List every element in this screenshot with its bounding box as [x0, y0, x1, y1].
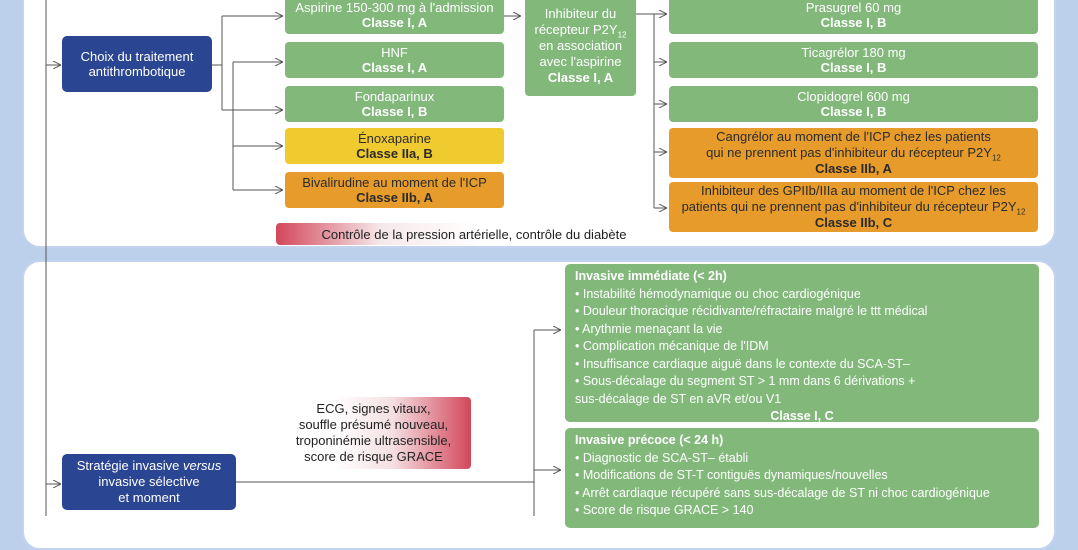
precoce-item: • Arrêt cardiaque récupéré sans sus-décalage de ST ni choc cardiogénique: [575, 485, 990, 500]
gpiib-line2: patients qui ne prennent pas d'inhibiteur du récepteur $P2Y_{12}$: [681, 199, 1026, 217]
precoce-item: • Score de risque GRACE > 140: [575, 503, 754, 517]
strategie-line3: et moment: [118, 490, 180, 505]
cangrelor-line1: Cangrélor au moment de l'ICP chez les patients: [716, 129, 991, 144]
inhibiteur-classe: Classe I, A: [547, 70, 614, 85]
ecg-line3: troponinémie ultrasensible,: [295, 433, 452, 448]
ecg-signes-box: [276, 397, 471, 469]
ecg-line4: score de risque GRACE: [304, 449, 443, 464]
immediate-item: sus-décalage de ST en aVR et/ou V1: [575, 391, 782, 406]
precoce-title: Invasive précoce (< 24 h): [575, 433, 724, 447]
fondaparinux-box: [285, 86, 504, 122]
fondaparinux-label: Fondaparinux: [354, 89, 435, 104]
immediate-item: • Sous-décalage du segment ST > 1 mm dans 6 dérivations +: [575, 374, 916, 388]
clopidogrel-label: Clopidogrel 600 mg: [797, 89, 910, 104]
gpiib-line1: Inhibiteur des GPIIb/IIIa au moment de l'ICP chez les: [700, 183, 1006, 198]
strategie-line1: Stratégie invasive versus: [76, 458, 222, 473]
controle-label: Contrôle de la pression artérielle, contrôle du diabète: [321, 226, 627, 242]
hnf-classe: Classe I, A: [361, 60, 428, 75]
bivalirudine-box: [285, 172, 504, 208]
aspirine-label: Aspirine 150-300 mg à l'admission: [295, 0, 494, 15]
ecg-line2: souffle présumé nouveau,: [298, 417, 449, 432]
clopidogrel-classe: Classe I, B: [820, 104, 887, 119]
precoce-item: • Modifications de ST-T contiguës dynamiques/nouvelles: [575, 468, 888, 482]
hnf-box: [285, 42, 504, 78]
ticagrelor-label: Ticagrélor 180 mg: [801, 45, 906, 60]
cangrelor-classe: Classe IIb, A: [815, 161, 892, 176]
ticagrelor-box: [669, 42, 1038, 78]
immediate-title: Invasive immédiate (< 2h): [575, 269, 727, 283]
hnf-label: HNF: [381, 45, 408, 60]
enoxaparine-classe: Classe IIa, B: [356, 146, 433, 161]
cangrelor-line2: qui ne prennent pas d'inhibiteur du récepteur $P2Y_{12}$: [706, 145, 1001, 163]
immediate-item: • Instabilité hémodynamique ou choc cardiogénique: [575, 286, 861, 301]
prasugrel-box: [669, 0, 1038, 34]
inhibiteur-line2: récepteur $P2Y_{12}$: [534, 22, 627, 40]
choix-traitement-box: [62, 36, 212, 92]
ecg-line1: ECG, signes vitaux,: [316, 401, 431, 416]
enoxaparine-box: [285, 128, 504, 164]
immediate-item: • Arythmie menaçant la vie: [575, 321, 723, 336]
inhibiteur-line3: en association: [538, 38, 623, 53]
immediate-item: • Insuffisance cardiaque aiguë dans le contexte du SCA-ST–: [575, 356, 910, 371]
controle-banner: [276, 223, 648, 245]
inhibiteur-p2y12-box: [525, 0, 636, 96]
inhibiteur-line1: Inhibiteur du: [544, 6, 617, 21]
cangrelor-box: [669, 128, 1038, 178]
clopidogrel-box: [669, 86, 1038, 122]
fondaparinux-classe: Classe I, B: [361, 104, 428, 119]
aspirine-box: [285, 0, 504, 34]
aspirine-classe: Classe I, A: [361, 15, 428, 30]
invasive-immediate-box: [565, 264, 1039, 422]
bivalirudine-classe: Classe IIb, A: [356, 190, 433, 205]
immediate-item: • Complication mécanique de l'IDM: [575, 339, 769, 353]
gpiib-iiia-box: [669, 182, 1038, 232]
gpiib-classe: Classe IIb, C: [814, 215, 893, 230]
prasugrel-classe: Classe I, B: [820, 15, 887, 30]
strategie-line2: invasive sélective: [98, 474, 200, 489]
enoxaparine-label: Énoxaparine: [358, 131, 431, 146]
immediate-classe: Classe I, C: [770, 409, 834, 423]
prasugrel-label: Prasugrel 60 mg: [805, 0, 902, 15]
immediate-item: • Douleur thoracique récidivante/réfractaire malgré le ttt médical: [575, 304, 928, 318]
invasive-precoce-box: [565, 428, 1039, 528]
choix-traitement-label: Choix du traitement antithrombotique: [80, 49, 194, 79]
strategie-invasive-box: [62, 454, 236, 510]
bivalirudine-label: Bivalirudine au moment de l'ICP: [302, 175, 487, 190]
inhibiteur-line4: avec l'aspirine: [539, 54, 622, 69]
ticagrelor-classe: Classe I, B: [820, 60, 887, 75]
precoce-item: • Diagnostic de SCA-ST– établi: [575, 450, 749, 465]
